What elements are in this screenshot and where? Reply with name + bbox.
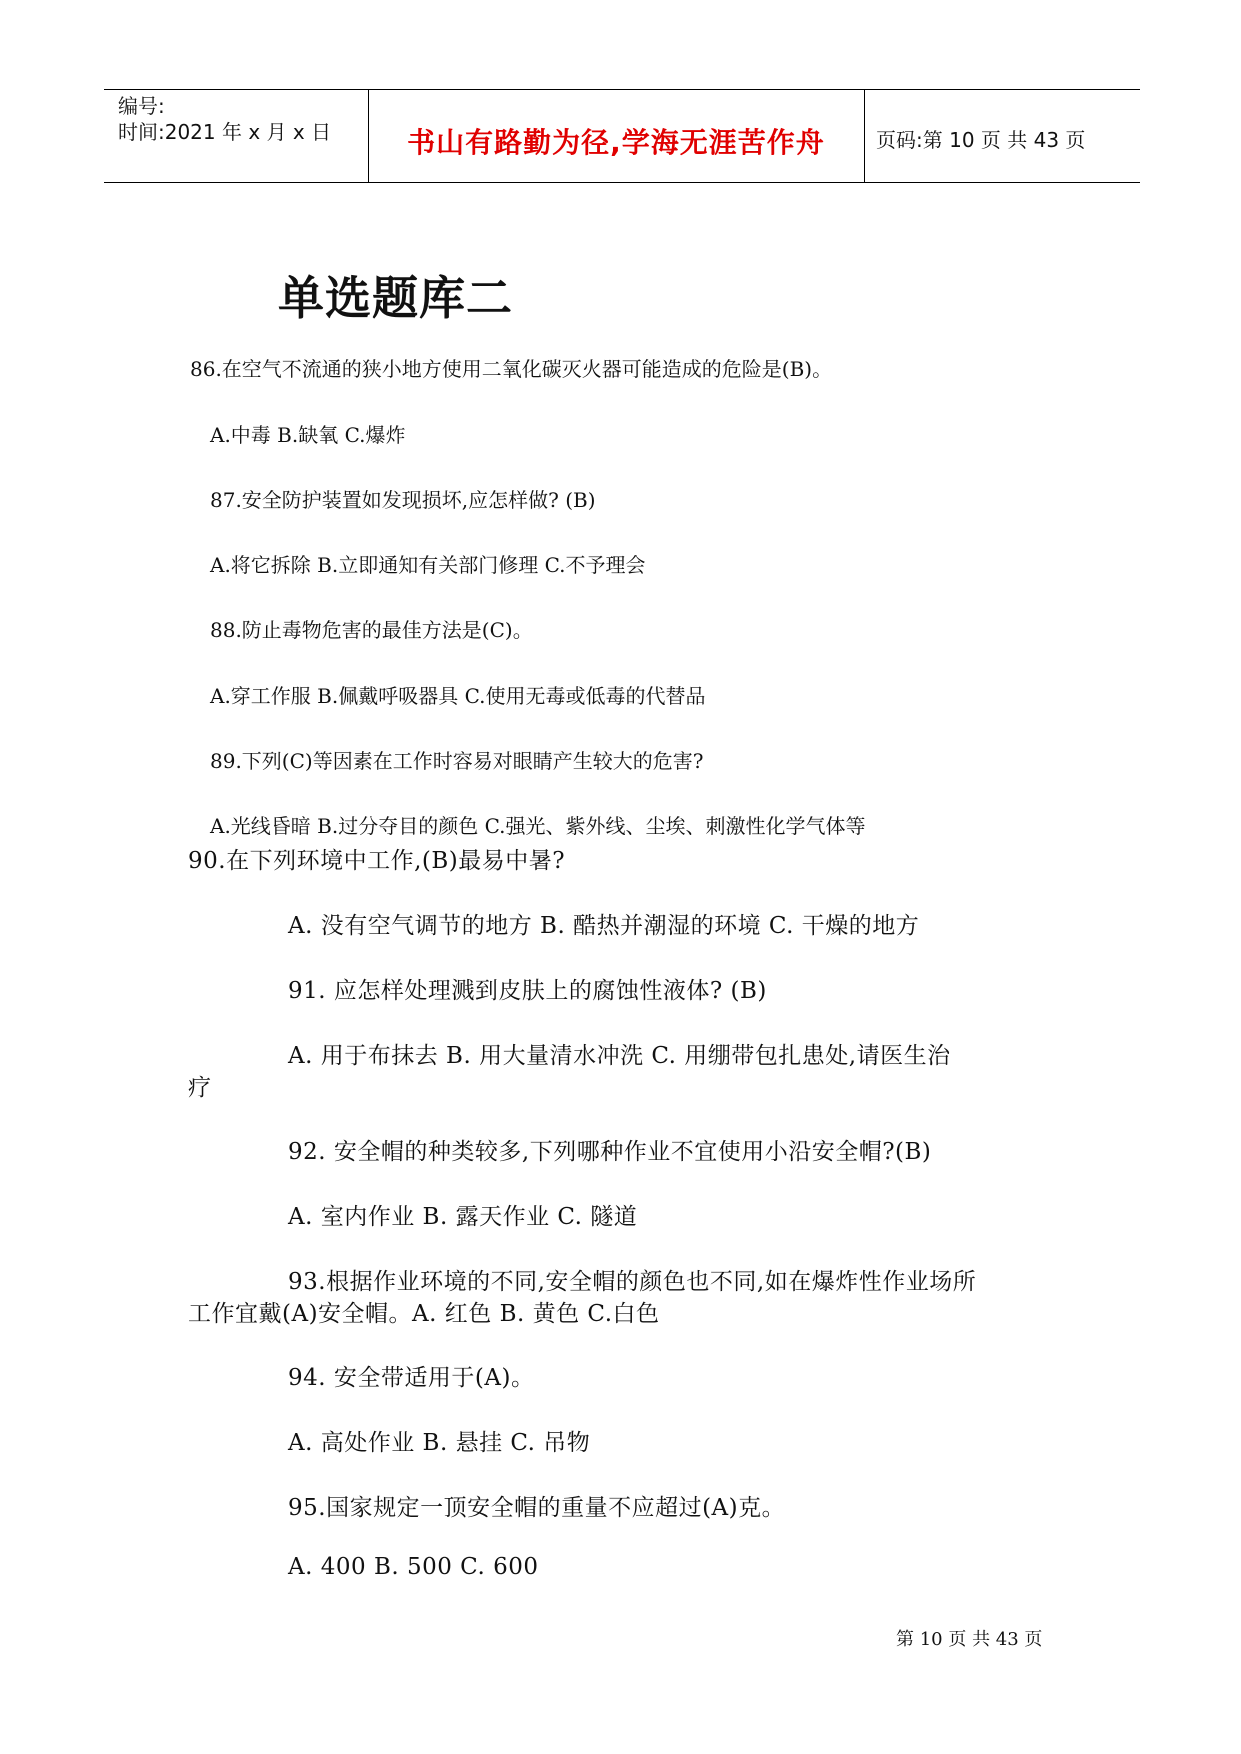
options-86: A.中毒 B.缺氧 C.爆炸 (210, 423, 406, 447)
options-91: A. 用于布抹去 B. 用大量清水冲洗 C. 用绷带包扎患处,请医生治 (288, 1043, 951, 1069)
question-94: 94. 安全带适用于(A)。 (288, 1365, 535, 1391)
question-90: 90.在下列环境中工作,(B)最易中暑? (188, 848, 566, 874)
question-93: 93.根据作业环境的不同,安全帽的颜色也不同,如在爆炸性作业场所 (288, 1269, 977, 1295)
question-88: 88.防止毒物危害的最佳方法是(C)。 (210, 618, 533, 642)
question-91: 91. 应怎样处理溅到皮肤上的腐蚀性液体? (B) (288, 978, 767, 1004)
options-92: A. 室内作业 B. 露天作业 C. 隧道 (288, 1204, 638, 1230)
header-middle-cell (368, 90, 865, 182)
header-left-cell (104, 90, 369, 182)
question-92: 92. 安全帽的种类较多,下列哪种作业不宜使用小沿安全帽?(B) (288, 1139, 932, 1165)
page-title: 单选题库二 (278, 271, 513, 325)
question-89: 89.下列(C)等因素在工作时容易对眼睛产生较大的危害? (210, 749, 704, 773)
document-number-label: 编号: (118, 94, 165, 118)
question-95: 95.国家规定一顶安全帽的重量不应超过(A)克。 (288, 1495, 786, 1521)
options-87: A.将它拆除 B.立即通知有关部门修理 C.不予理会 (210, 553, 646, 577)
page-header (104, 89, 1140, 183)
options-88: A.穿工作服 B.佩戴呼吸器具 C.使用无毒或低毒的代替品 (210, 684, 706, 708)
document-time-label: 时间:2021 年 x 月 x 日 (118, 120, 332, 144)
options-89: A.光线昏暗 B.过分夺目的颜色 C.强光、紫外线、尘埃、刺激性化学气体等 (210, 814, 866, 838)
page-footer: 第 10 页 共 43 页 (896, 1629, 1043, 1650)
header-motto: 书山有路勤为径,学海无涯苦作舟 (407, 126, 825, 159)
options-95: A. 400 B. 500 C. 600 (288, 1554, 539, 1580)
header-right-cell (864, 90, 1140, 182)
options-91-continued: 疗 (188, 1075, 212, 1101)
options-90: A. 没有空气调节的地方 B. 酷热并潮湿的环境 C. 干燥的地方 (288, 913, 920, 939)
question-86: 86.在空气不流通的狭小地方使用二氧化碳灭火器可能造成的危险是(B)。 (190, 357, 833, 381)
options-94: A. 高处作业 B. 悬挂 C. 吊物 (288, 1430, 591, 1456)
question-93-continued: 工作宜戴(A)安全帽。A. 红色 B. 黄色 C.白色 (188, 1301, 660, 1327)
header-page-info: 页码:第 10 页 共 43 页 (876, 128, 1086, 152)
question-87: 87.安全防护装置如发现损坏,应怎样做? (B) (210, 488, 596, 512)
